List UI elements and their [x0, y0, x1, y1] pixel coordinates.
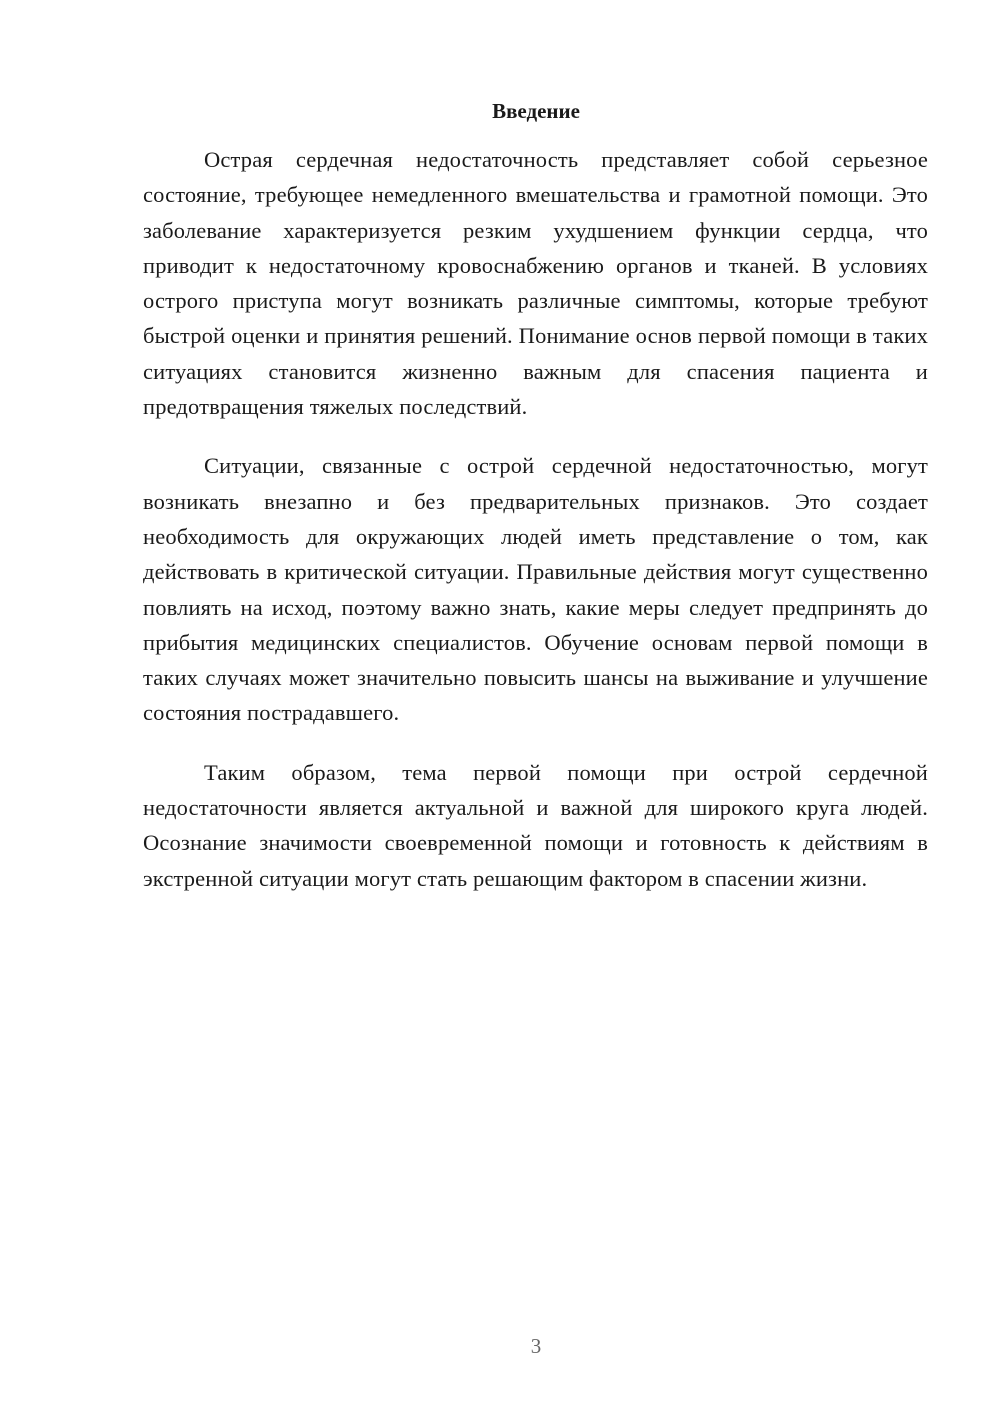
- paragraph-2: Ситуации, связанные с острой сердечной недостаточностью, могут возникать внезапно и без предварительных признаков. Это создает необходимость для окружающих людей иметь представление о том, как действовать в критической ситуации. Правильные действия могут существенно повлиять на исход, поэтому важно знать, какие меры следует предпринять до прибытия медицинских специалистов. Обучение основам первой помощи в таких случаях может значительно повысить шансы на выживание и улучшение состояния пострадавшего.: [143, 453, 928, 726]
- page-number: 3: [530, 1334, 542, 1358]
- paragraph-3: Таким образом, тема первой помощи при острой сердечной недостаточности является актуальной и важной для широкого круга людей. Осознание значимости своевременной помощи и готовность к действиям в экстренной ситуации могут стать решающим фактором в спасении жизни.: [143, 759, 928, 891]
- paragraph-1: Острая сердечная недостаточность представляет собой серьезное состояние, требующее немедленного вмешательства и грамотной помощи. Это заболевание характеризуется резким ухудшением функции сердца, что приводит к недостаточному кровоснабжению органов и тканей. В условиях острого приступа могут возникать различные симптомы, которые требуют быстрой оценки и принятия решений. Понимание основ первой помощи в таких ситуациях становится жизненно важным для спасения пациента и предотвращения тяжелых последствий.: [143, 147, 928, 420]
- body-text: [143, 142, 928, 920]
- section-heading: Введение: [492, 99, 580, 123]
